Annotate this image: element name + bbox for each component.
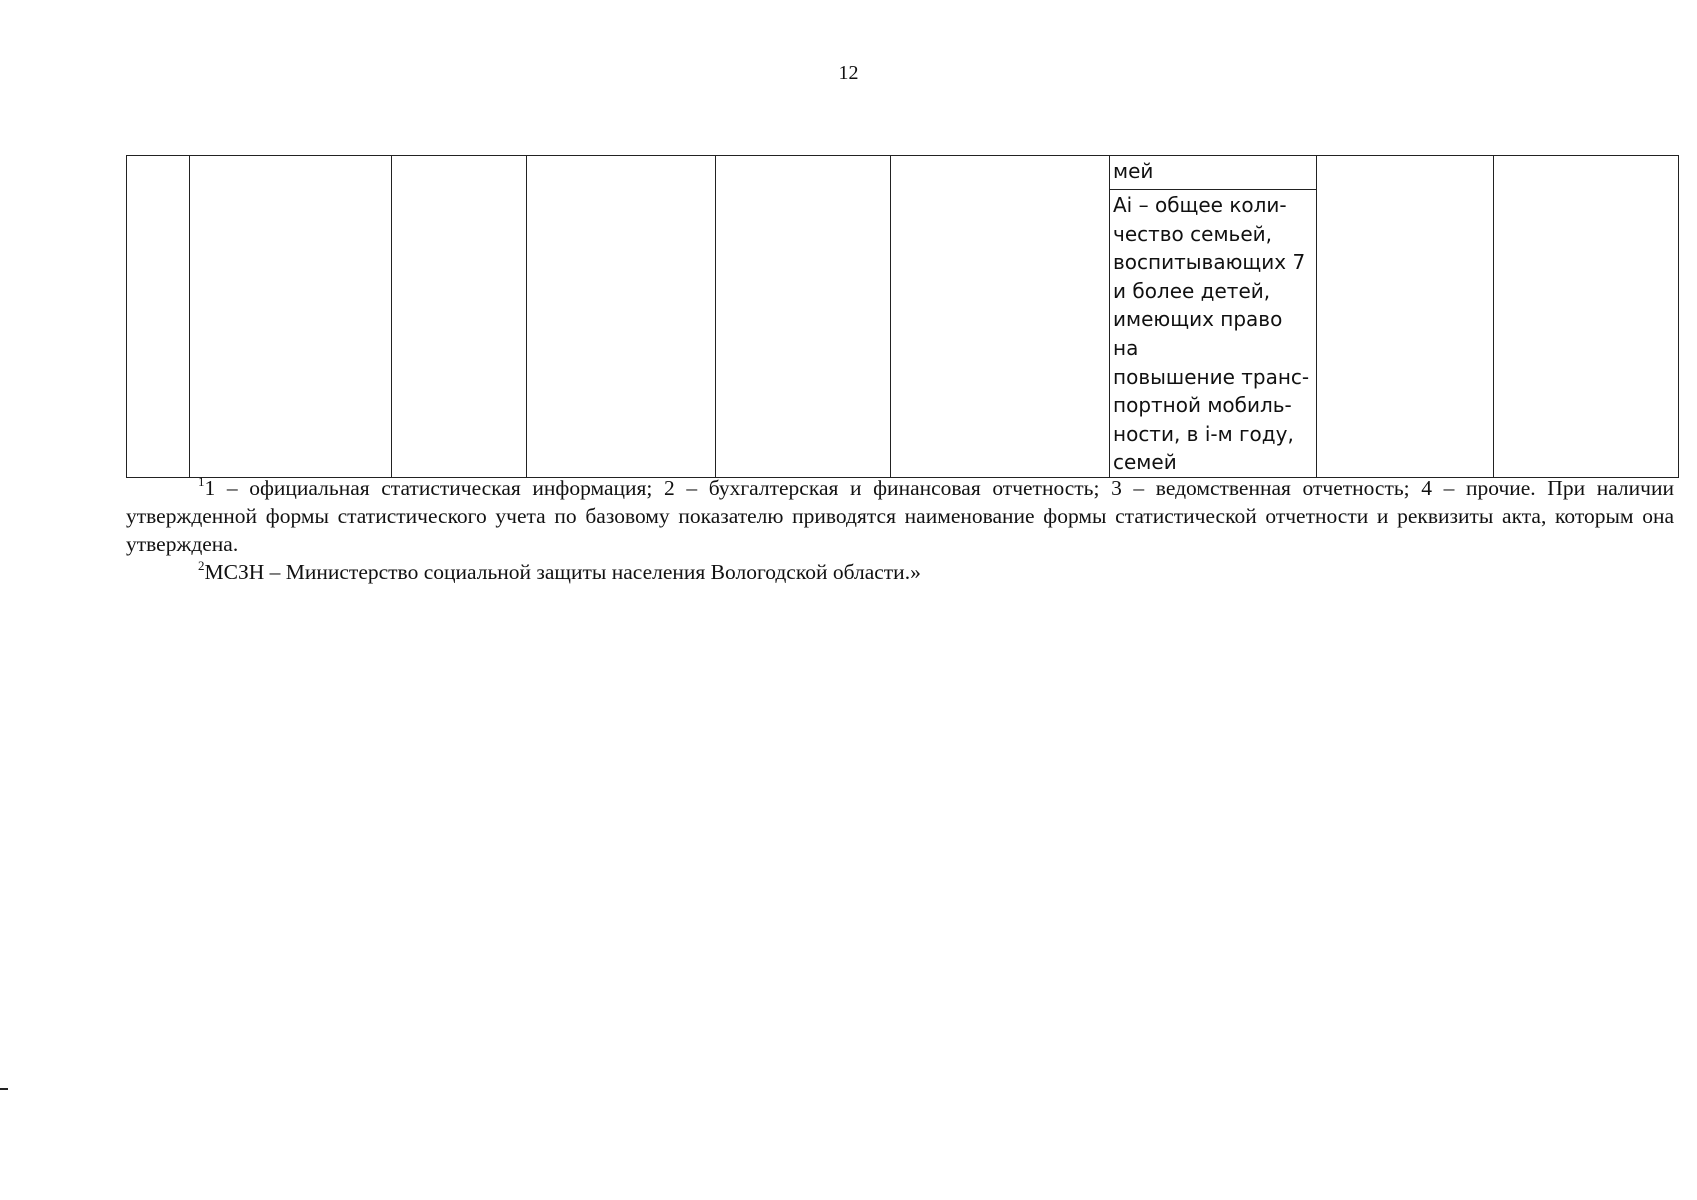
table-cell-col-6 [891,156,1110,478]
table-cell-col-4 [527,156,716,478]
continuation-table [126,155,1679,478]
footnote-1-text: 1 – официальная статистическая информация; 2 – бухгалтерская и финансовая отчетность; 3 – ведомственная отчетность; 4 – прочие. При наличии утвержденной формы статистического учета по базовому показателю приводятся наименование формы статистической отчетности и реквизиты акта, которым она утверждена. [126,476,1674,556]
footnote-1-marker: 1 [198,474,205,489]
table-cell-col-9 [1494,156,1679,478]
footnote-2 [126,558,1674,586]
footnote-2-marker: 2 [198,558,205,573]
table-cell-col-7-bottom [1110,190,1317,478]
table-cell-col-1 [127,156,190,478]
footnotes [126,474,1674,586]
table-cell-col-8 [1317,156,1494,478]
table-cell-col-2 [190,156,392,478]
footnote-2-text: МСЗН – Министерство социальной защиты населения Вологодской области.» [204,560,921,584]
cell-text-ai-definition: Ai – общее коли- чество семьей, воспитывающих 7 и более детей, имеющих право на повышение транс- портной мобиль- ности, в i-м году, семей [1113,193,1310,475]
table-cell-col-5 [716,156,891,478]
table-cell-col-3 [392,156,527,478]
table-cell-col-7-top [1110,156,1317,190]
footnote-1 [126,474,1674,558]
margin-mark [0,1088,8,1090]
page-number: 12 [838,62,859,84]
cell-text-mey: мей [1113,159,1154,183]
